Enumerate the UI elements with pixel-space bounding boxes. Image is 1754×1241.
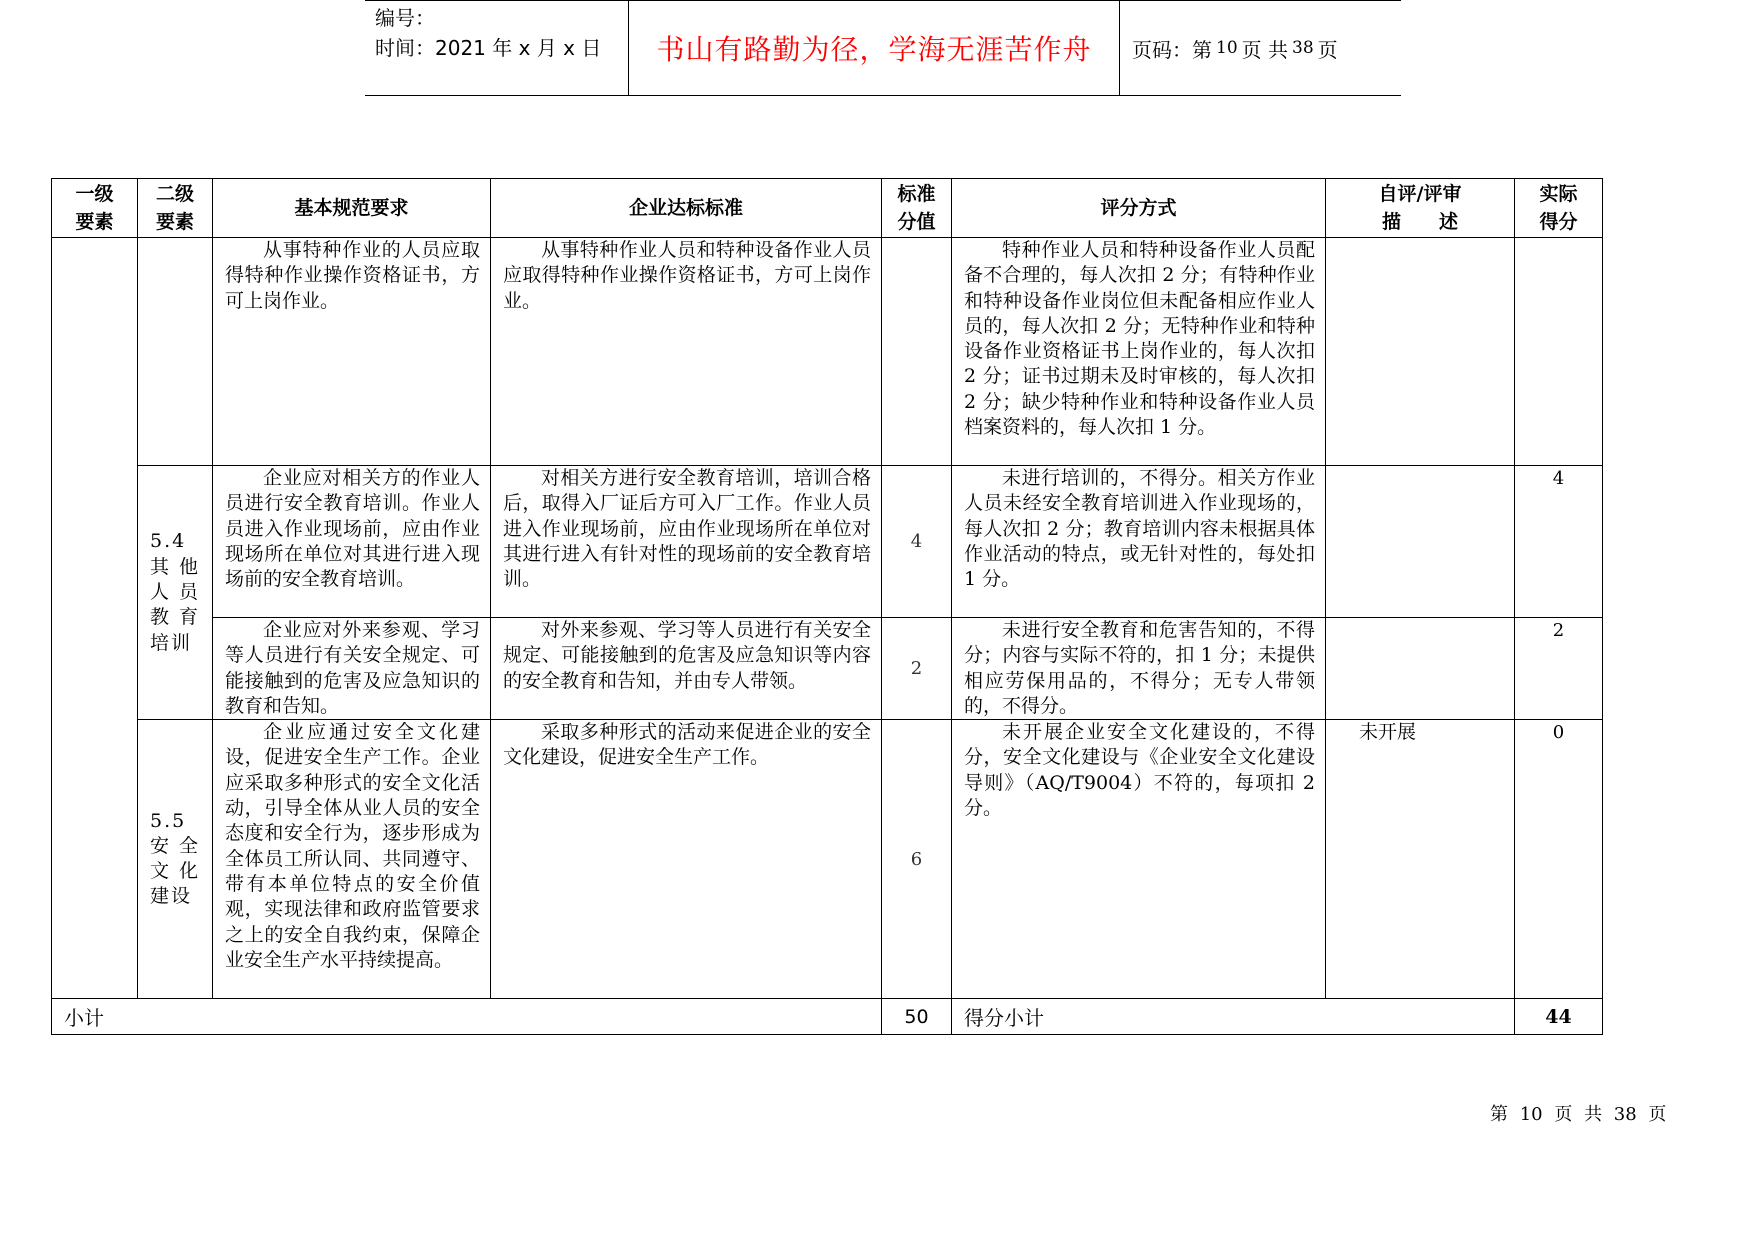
actual-cell: [1515, 238, 1603, 466]
document-date: 时间：2021 年 x 月 x 日: [375, 36, 602, 60]
table-row: [52, 720, 1603, 999]
page-prefix: 页码：第: [1132, 37, 1212, 62]
col-header-requirement: 基本规范要求: [213, 179, 491, 238]
level2-cell: 5.4 其 他 人 员 教 育 培训: [138, 466, 213, 720]
page-total: 38: [1292, 38, 1314, 58]
requirement-cell: 企业应通过安全文化建设，促进安全生产工作。企业应采取多种形式的安全文化活动，引导全体从业人员的安全态度和安全行为，逐步形成为全体员工所认同、共同遵守、带有本单位特点的安全价值观，实现法律和政府监管要求之上的安全自我约束，保障企业安全生产水平持续提高。: [213, 720, 491, 999]
table-row: [52, 466, 1603, 618]
subtotal-label: 小计: [52, 999, 882, 1035]
standard-cell: 采取多种形式的活动来促进企业的安全文化建设，促进安全生产工作。: [491, 720, 882, 999]
evaluation-table: [51, 178, 1603, 1035]
header-page-indicator: [1132, 1, 1338, 95]
score-cell: 6: [882, 720, 952, 999]
score-cell: 2: [882, 618, 952, 720]
col-header-level1: 一级 要素: [52, 179, 138, 238]
method-cell: 特种作业人员和特种设备作业人员配备不合理的，每人次扣 2 分；有特种作业和特种设备作业岗位但未配备相应作业人员的，每人次扣 2 分；无特种作业和特种设备作业资格证书上岗作业的，每人次扣 2 分；证书过期未及时审核的，每人次扣 2 分；缺少特种作业和特种设备作业人员档案资料的，每人次扣 1 分。: [952, 238, 1326, 466]
col-header-method: 评分方式: [952, 179, 1326, 238]
score-cell: 4: [882, 466, 952, 618]
page-suffix: 页: [1317, 37, 1338, 62]
col-header-actual: 实际 得分: [1515, 179, 1603, 238]
self-eval-cell: [1326, 618, 1515, 720]
page-middle: 页 共: [1241, 37, 1288, 62]
header-meta: [375, 3, 630, 63]
table-header-row: [52, 179, 1603, 238]
page-current: 10: [1216, 38, 1238, 58]
self-eval-cell: [1326, 466, 1515, 618]
method-cell: 未进行安全教育和危害告知的，不得分；内容与实际不符的，扣 1 分；未提供相应劳保用品的，不得分；无专人带领的，不得分。: [952, 618, 1326, 720]
subtotal-method-label: 得分小计: [952, 999, 1515, 1035]
actual-cell: 2: [1515, 618, 1603, 720]
table-row: [52, 238, 1603, 466]
level2-cell: [138, 238, 213, 466]
table-row: [52, 618, 1603, 720]
subtotal-score: 50: [882, 999, 952, 1035]
actual-cell: 0: [1515, 720, 1603, 999]
self-eval-cell: [1326, 238, 1515, 466]
standard-cell: 对外来参观、学习等人员进行有关安全规定、可能接触到的危害及应急知识等内容的安全教育和告知，并由专人带领。: [491, 618, 882, 720]
requirement-cell: 从事特种作业的人员应取得特种作业操作资格证书，方可上岗作业。: [213, 238, 491, 466]
col-header-score: 标准 分值: [882, 179, 952, 238]
standard-cell: 从事特种作业人员和特种设备作业人员应取得特种作业操作资格证书，方可上岗作业。: [491, 238, 882, 466]
subtotal-row: [52, 999, 1603, 1035]
method-cell: 未进行培训的，不得分。相关方作业人员未经安全教育培训进入作业现场的，每人次扣 2 分；教育培训内容未根据具体作业活动的特点，或无针对性的，每处扣 1 分。: [952, 466, 1326, 618]
level2-cell: 5.5 安 全 文 化 建设: [138, 720, 213, 999]
level1-cell: [52, 238, 138, 999]
col-header-standard: 企业达标标准: [491, 179, 882, 238]
document-number-label: 编号：: [375, 6, 435, 30]
header-divider: [1119, 1, 1120, 95]
header-motto: 书山有路勤为径，学海无涯苦作舟: [656, 33, 1092, 66]
page-footer: 第 10 页 共 38 页: [1490, 1104, 1667, 1125]
col-header-level2: 二级 要素: [138, 179, 213, 238]
actual-cell: 4: [1515, 466, 1603, 618]
page-header: [365, 0, 1401, 96]
requirement-cell: 企业应对外来参观、学习等人员进行有关安全规定、可能接触到的危害及应急知识的教育和告知。: [213, 618, 491, 720]
method-cell: 未开展企业安全文化建设的，不得分，安全文化建设与《企业安全文化建设导则》（AQ/T9004）不符的，每项扣 2 分。: [952, 720, 1326, 999]
standard-cell: 对相关方进行安全教育培训，培训合格后，取得入厂证后方可入厂工作。作业人员进入作业现场前，应由作业现场所在单位对其进行进入有针对性的现场前的安全教育培训。: [491, 466, 882, 618]
score-cell: [882, 238, 952, 466]
requirement-cell: 企业应对相关方的作业人员进行安全教育培训。作业人员进入作业现场前，应由作业现场所在单位对其进行进入现场前的安全教育培训。: [213, 466, 491, 618]
self-eval-cell: 未开展: [1326, 720, 1515, 999]
col-header-self-eval: 自评/评审 描 述: [1326, 179, 1515, 238]
subtotal-actual: 44: [1515, 999, 1603, 1035]
